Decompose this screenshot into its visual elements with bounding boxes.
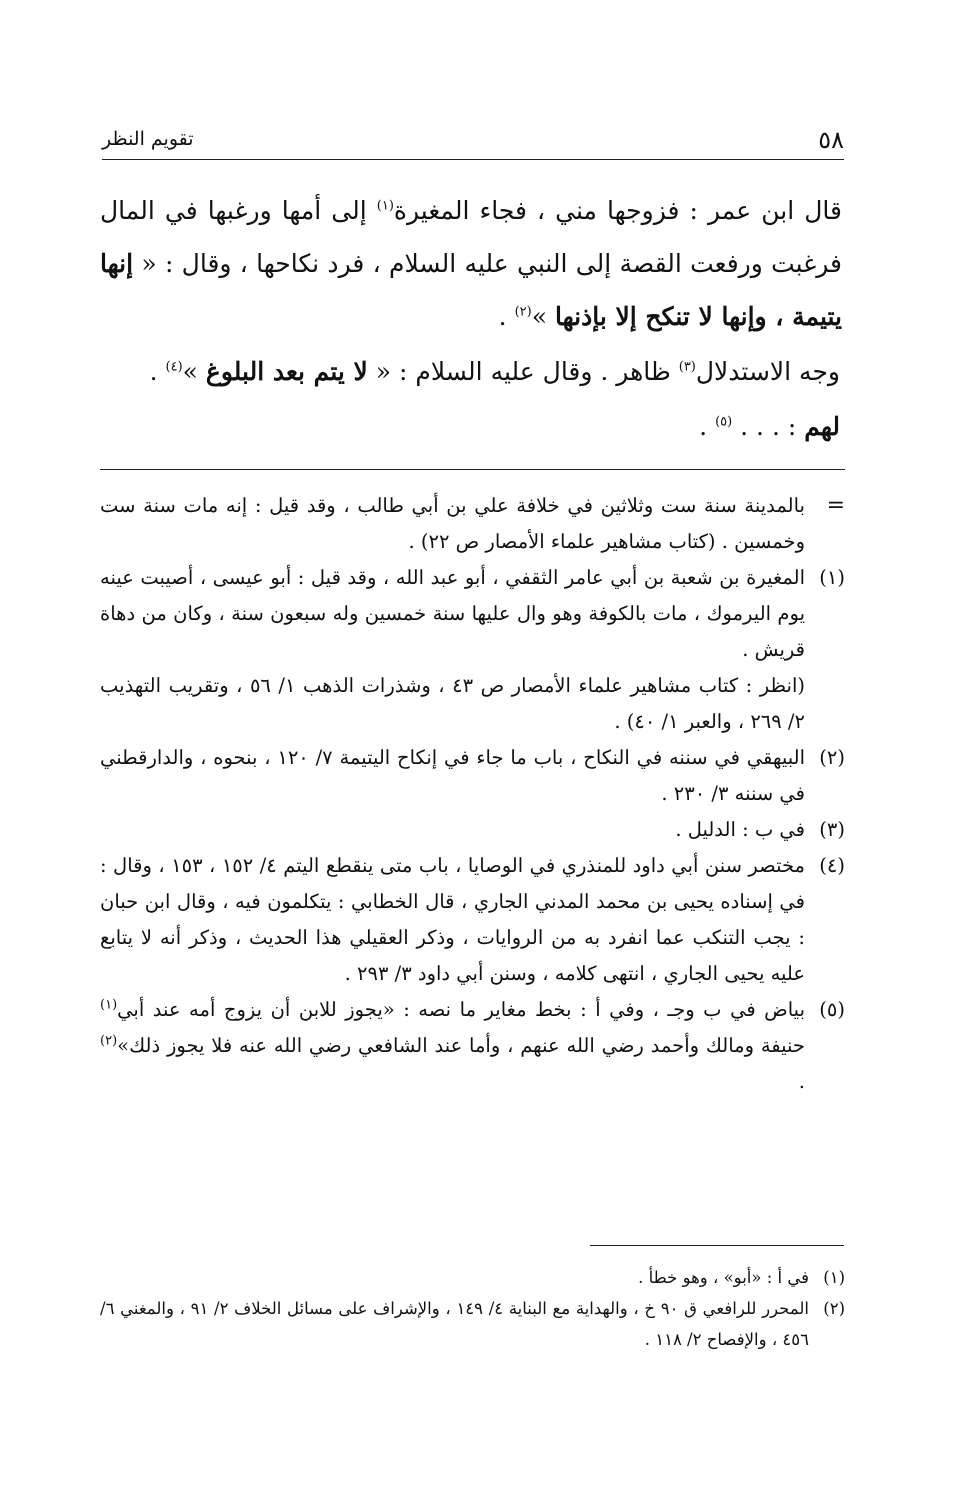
footnote-ref: (١) xyxy=(376,198,394,214)
subnote-item xyxy=(100,1293,845,1355)
footnote-item xyxy=(100,812,845,848)
footnote-text: (انظر : كتاب مشاهير علماء الأمصار ص ٤٣ ، وشذرات الذهب ١/ ٥٦ ، وتقريب التهذيب ٢/ ٢٦٩ ، والعبر ١/ ٤٠) . xyxy=(100,674,805,733)
footnote-text: بياض في ب وجـ ، وفي أ : بخط مغاير ما نصه : «يجوز للابن أن يزوج أمه عند أبي$^{(١)}$ حنيفة ومالك وأحمد رضي الله عنهم ، وأما عند الشافعي رضي الله عنه فلا يجوز ذلك»$^{(٢)}$ . xyxy=(100,997,805,1093)
footnote-ref: (٢) xyxy=(514,304,532,320)
hadith-quote: إنها يتيمة ، وإنها لا تنكح إلا بإذنها xyxy=(100,249,842,331)
footnote-number: (٢) xyxy=(819,746,845,769)
footnote-ref: (٢) xyxy=(100,1033,118,1049)
footnote-number: (٤) xyxy=(819,854,845,877)
footnote-divider xyxy=(100,469,845,470)
subnote-divider xyxy=(590,1245,844,1246)
footnote-ref: (٤) xyxy=(165,359,183,375)
footnote-number: (٣) xyxy=(819,818,845,841)
subnote-text: في أ : «أبو» ، وهو خطأ . xyxy=(638,1268,809,1287)
footnote-ref: (٣) xyxy=(678,359,696,375)
paragraph-hadith: قال ابن عمر : فزوجها مني ، فجاء المغيرة$^{(١)}$ إلى أمها ورغبها في المال فرغبت ورفعت القصة إلى النبي عليه السلام ، فرد نكاحها ، وقال : « إنها يتيمة ، وإنها لا تنكح إلا بإذنها »$^{(٢)}$ . xyxy=(100,196,842,331)
sub-footnotes xyxy=(100,1262,845,1355)
footnote-number: (٥) xyxy=(819,998,845,1021)
paragraph-opponents: لهم : . . . $^{(٥)}$ . xyxy=(699,412,840,441)
footnote-text: مختصر سنن أبي داود للمنذري في الوصايا ، باب متى ينقطع اليتم ٤/ ١٥٢ ، ١٥٣ ، وقال : في إسناده يحيى بن محمد المدني الجاري ، قال الخطابي : يتكلمون فيه ، وقال ابن حبان : يجب التنكب عما انفرد به من الروايات ، وذكر العقيلي هذا الحديث ، وذكر أنه لا يتابع عليه يحيى الجاري ، انتهى كلامه ، وسنن أبي داود ٣/ ٢٩٣ . xyxy=(100,854,805,985)
footnote-item xyxy=(100,668,845,740)
footnote-item xyxy=(100,740,845,812)
footnote-text: بالمدينة سنة ست وثلاثين في خلافة علي بن أبي طالب ، وقد قيل : إنه مات سنة ست وخمسين . (كتاب مشاهير علماء الأمصار ص ٢٢) . xyxy=(100,494,805,553)
hadith-quote: لا يتم بعد البلوغ xyxy=(205,357,368,386)
heading-lahum: لهم xyxy=(804,412,840,441)
main-text xyxy=(100,184,842,453)
footnote-ref: (١) xyxy=(100,997,118,1013)
footnote-number: (١) xyxy=(819,566,845,589)
footnote-text: في ب : الدليل . xyxy=(675,818,805,841)
subnote-item xyxy=(100,1262,845,1293)
page-header xyxy=(102,118,844,158)
footnote-number: = xyxy=(826,493,845,518)
footnote-text: المغيرة بن شعبة بن أبي عامر الثقفي ، أبو عبد الله ، وقد قيل : أبو عيسى ، أصيبت عينه يوم اليرموك ، مات بالكوفة وهو وال عليها سنة خمسين وله سبعون سنة ، وكان من دهاة قريش . xyxy=(100,566,805,661)
subnote-number: (١) xyxy=(823,1268,845,1287)
footnote-item xyxy=(100,488,845,560)
page-number: ٥٨ xyxy=(818,126,844,154)
paragraph-argument: وجه الاستدلال$^{(٣)}$ ظاهر . وقال عليه السلام : « لا يتم بعد البلوغ »$^{(٤)}$ . xyxy=(149,357,840,386)
running-title: تقويم النظر xyxy=(102,128,194,150)
footnote-ref: (٥) xyxy=(715,414,733,430)
footnote-item xyxy=(100,560,845,668)
subnote-text: المحرر للرافعي ق ٩٠ خ ، والهداية مع البناية ٤/ ١٤٩ ، والإشراف على مسائل الخلاف ٢/ ٩١ ، والمغني ٦/ ٤٥٦ ، والإفصاح ٢/ ١١٨ . xyxy=(100,1299,809,1349)
footnotes xyxy=(100,488,845,1100)
footnote-item xyxy=(100,848,845,992)
header-divider xyxy=(102,159,844,160)
subnote-number: (٢) xyxy=(823,1299,845,1318)
footnote-text: البيهقي في سننه في النكاح ، باب ما جاء في إنكاح اليتيمة ٧/ ١٢٠ ، بنحوه ، والدارقطني في سننه ٣/ ٢٣٠ . xyxy=(100,746,805,805)
footnote-item xyxy=(100,992,845,1100)
